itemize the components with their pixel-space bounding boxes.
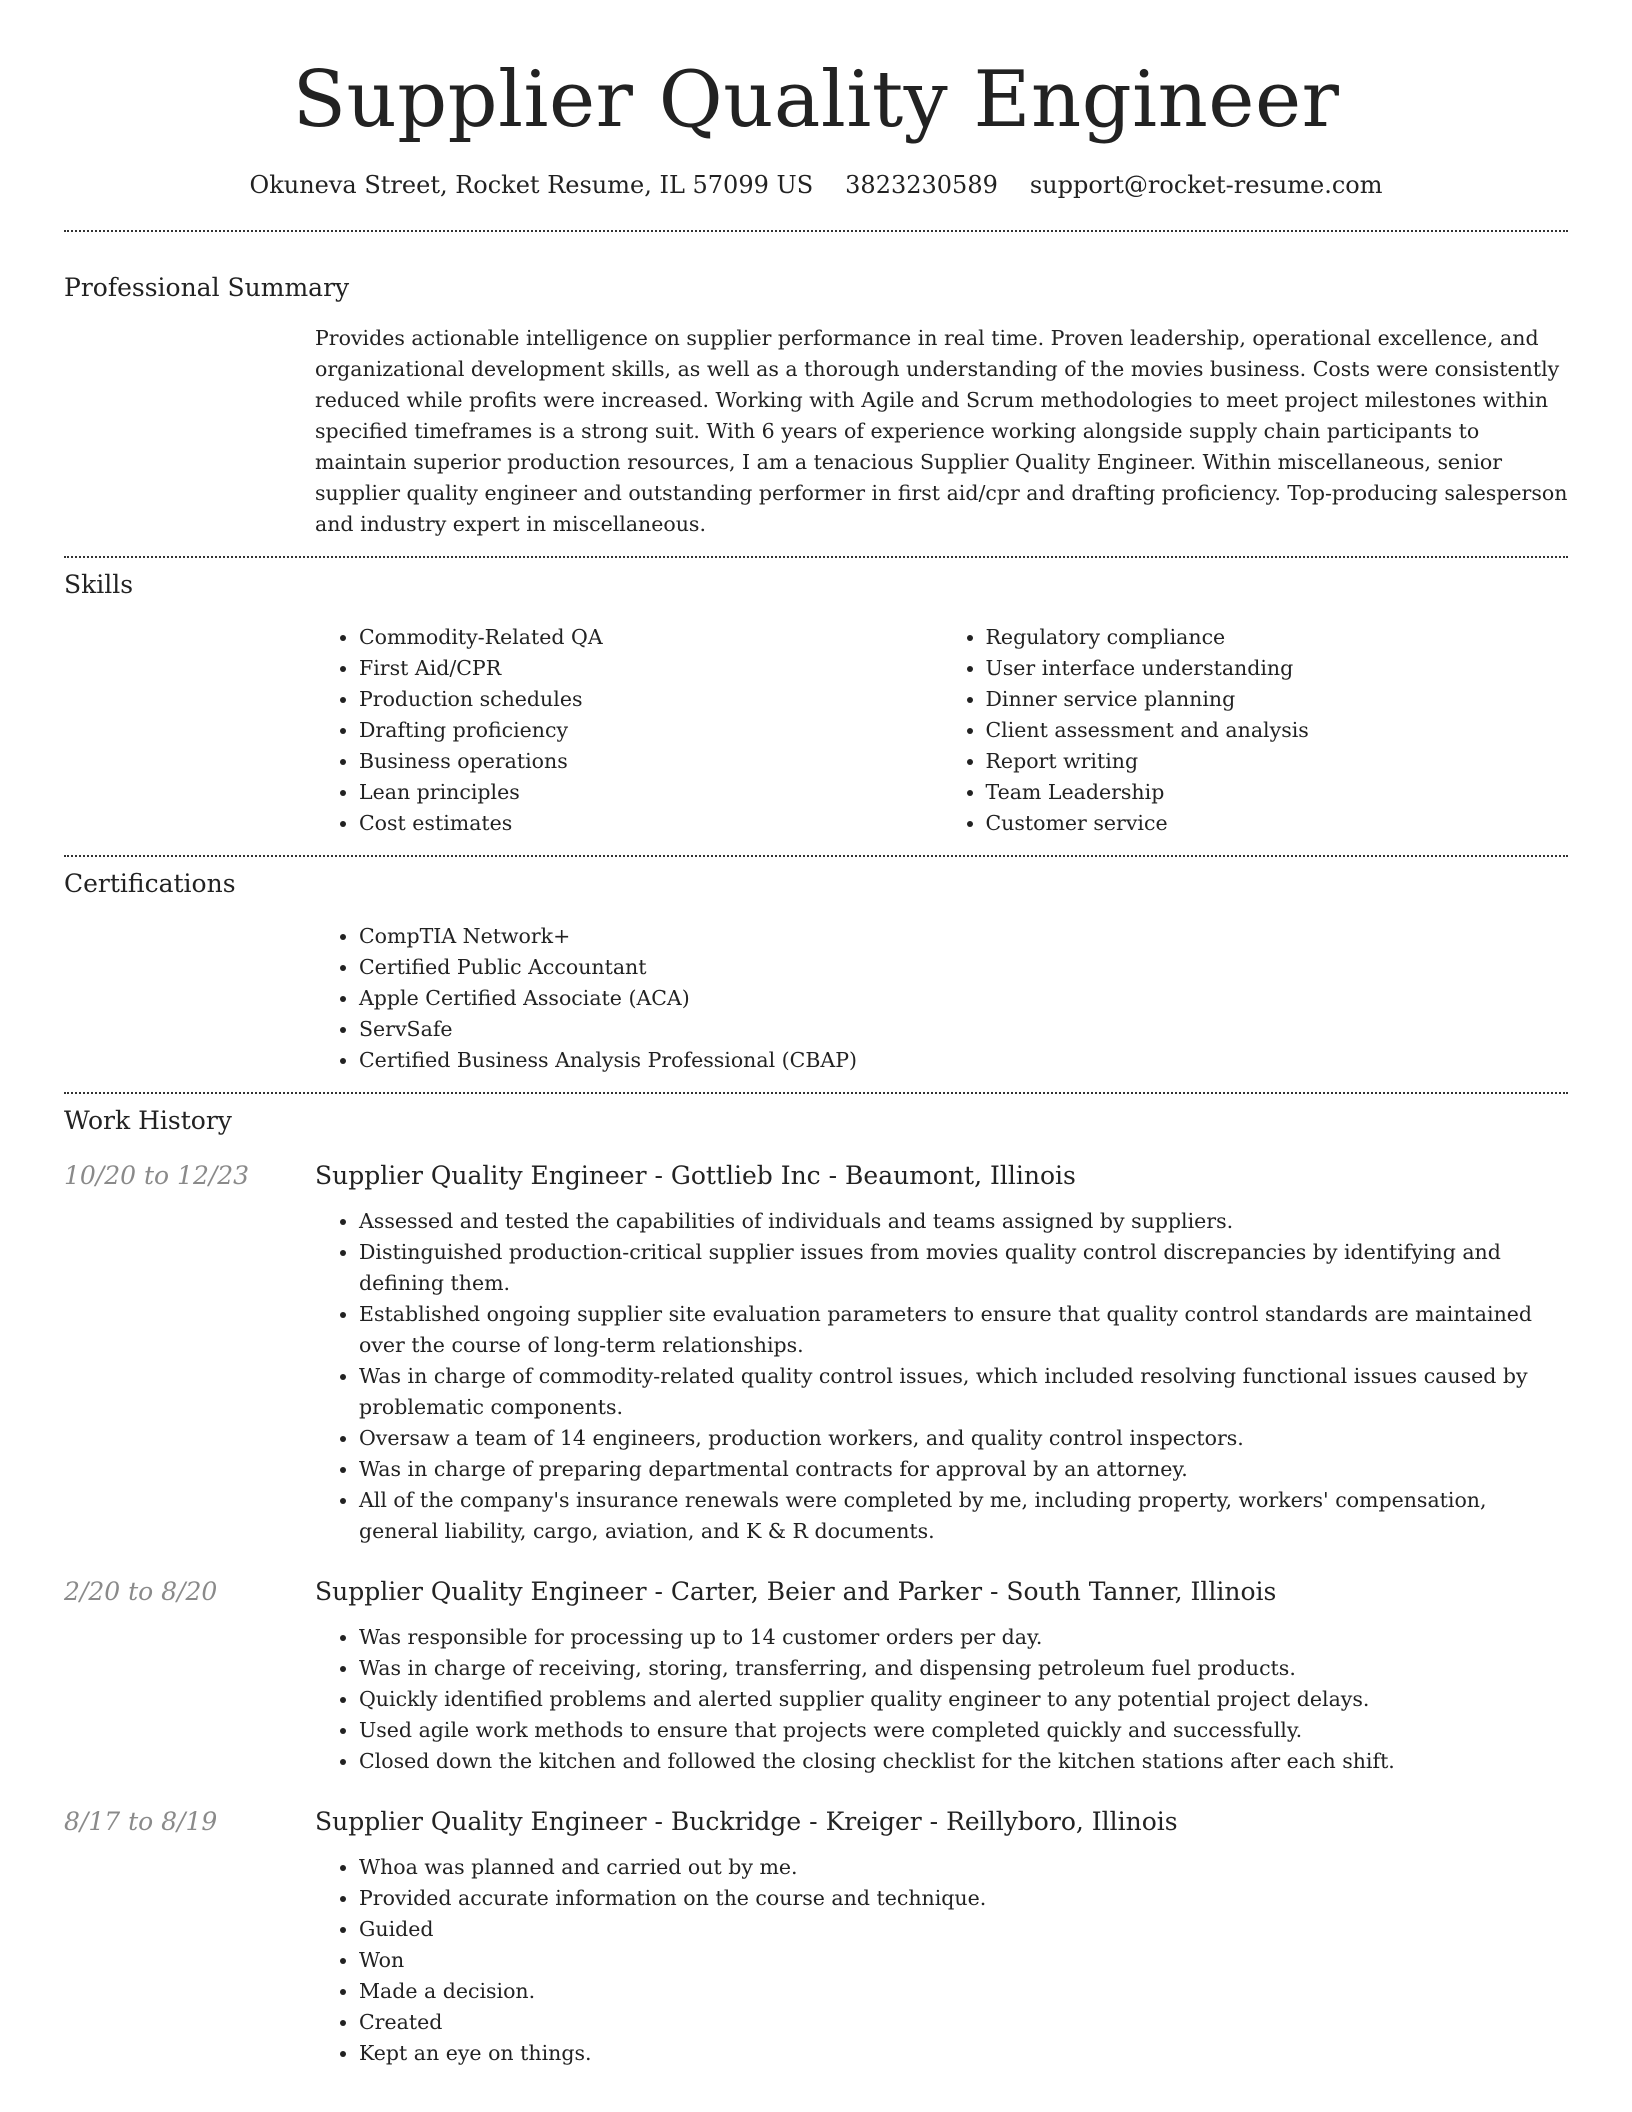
job-bullet: • Created: [359, 2007, 1568, 2038]
job-body: [315, 1206, 1568, 1547]
skill-item: • Lean principles: [359, 777, 942, 808]
job-bullets: [315, 1206, 1568, 1547]
job-bullet: • Kept an eye on things.: [359, 2038, 1568, 2069]
certification-item: • CompTIA Network+: [359, 921, 1568, 952]
job-title: Supplier Quality Engineer - Buckridge - Kreiger - Reillyboro, Illinois: [315, 1807, 1178, 1836]
job-bullet: • Whoa was planned and carried out by me.: [359, 1852, 1568, 1883]
job-bullet: • Closed down the kitchen and followed the closing checklist for the kitchen stations after each shift.: [359, 1746, 1568, 1777]
skill-item: • Dinner service planning: [986, 684, 1569, 715]
summary-heading: Professional Summary: [64, 273, 350, 302]
job-dates: 8/17 to 8/19: [64, 1807, 218, 1836]
header-divider: [64, 230, 1568, 232]
job-bullet: • Distinguished production-critical supplier issues from movies quality control discrepancies by identifying and defining them.: [359, 1237, 1568, 1299]
certification-item: • ServSafe: [359, 1014, 1568, 1045]
skill-item: • Drafting proficiency: [359, 715, 942, 746]
job-header: [64, 1159, 1568, 1193]
job-bullet: • Was in charge of commodity-related quality control issues, which included resolving functional issues caused by problematic components.: [359, 1361, 1568, 1423]
certification-item: • Certified Business Analysis Professional (CBAP): [359, 1045, 1568, 1076]
job-header: [64, 1575, 1568, 1609]
job-bullet: • Established ongoing supplier site evaluation parameters to ensure that quality control standards are maintained over the course of long-term relationships.: [359, 1299, 1568, 1361]
skill-item: • User interface understanding: [986, 653, 1569, 684]
skill-item: • Commodity-Related QA: [359, 622, 942, 653]
job-bullet: • Oversaw a team of 14 engineers, production workers, and quality control inspectors.: [359, 1423, 1568, 1454]
job-bullet: • Made a decision.: [359, 1976, 1568, 2007]
job-bullet: • Assessed and tested the capabilities of individuals and teams assigned by suppliers.: [359, 1206, 1568, 1237]
skills-columns: [315, 622, 1568, 839]
contact-email: support@rocket-resume.com: [1029, 171, 1383, 199]
job-bullets: [315, 1852, 1568, 2069]
skill-item: • Report writing: [986, 746, 1569, 777]
resume-name: Supplier Quality Engineer: [292, 55, 1340, 145]
job-bullet: • All of the company's insurance renewals were completed by me, including property, workers' compensation, general liability, cargo, aviation, and K & R documents.: [359, 1485, 1568, 1547]
skill-item: • Business operations: [359, 746, 942, 777]
skill-item: • Customer service: [986, 808, 1569, 839]
skill-item: • Regulatory compliance: [986, 622, 1569, 653]
skills-list-right: [942, 622, 1569, 839]
summary-text: Provides actionable intelligence on supplier performance in real time. Proven leadership, operational excellence, and organizational development skills, as well as a thorough understanding of the movies business. Costs were consistently reduced while profits were increased. Working with Agile and Scrum methodologies to meet project milestones within specified timeframes is a strong suit. With 6 years of experience working alongside supply chain participants to maintain superior production resources, I am a tenacious Supplier Quality Engineer. Within miscellaneous, senior supplier quality engineer and outstanding performer in first aid/cpr and drafting proficiency. Top-producing salesperson and industry expert in miscellaneous.: [315, 326, 1568, 536]
job-dates: 10/20 to 12/23: [64, 1161, 250, 1190]
job-bullet: • Won: [359, 1945, 1568, 1976]
job-bullet: • Quickly identified problems and alerted supplier quality engineer to any potential project delays.: [359, 1684, 1568, 1715]
job-title: Supplier Quality Engineer - Carter, Beier and Parker - South Tanner, Illinois: [315, 1577, 1277, 1606]
job-entry: [64, 1159, 1568, 1547]
job-bullet: • Was in charge of receiving, storing, transferring, and dispensing petroleum fuel products.: [359, 1653, 1568, 1684]
job-bullet: • Used agile work methods to ensure that projects were completed quickly and successfully.: [359, 1715, 1568, 1746]
certification-item: • Certified Public Accountant: [359, 952, 1568, 983]
skills-heading: Skills: [64, 570, 134, 599]
summary-body: [315, 323, 1568, 540]
skill-item: • Production schedules: [359, 684, 942, 715]
certifications-divider: [64, 1092, 1568, 1094]
job-bullet: • Was responsible for processing up to 14 customer orders per day.: [359, 1622, 1568, 1653]
skills-list-left: [315, 622, 942, 839]
job-bullet: • Provided accurate information on the course and technique.: [359, 1883, 1568, 1914]
contact-phone: 3823230589: [845, 171, 998, 199]
job-title: Supplier Quality Engineer - Gottlieb Inc - Beaumont, Illinois: [315, 1161, 1076, 1190]
certification-item: • Apple Certified Associate (ACA): [359, 983, 1568, 1014]
skill-item: • Cost estimates: [359, 808, 942, 839]
contact-line: [64, 168, 1568, 202]
job-bullets: [315, 1622, 1568, 1777]
skill-item: • First Aid/CPR: [359, 653, 942, 684]
job-dates: 2/20 to 8/20: [64, 1577, 218, 1606]
summary-divider: [64, 556, 1568, 558]
skill-item: • Client assessment and analysis: [986, 715, 1569, 746]
job-bullet: • Was in charge of preparing departmental contracts for approval by an attorney.: [359, 1454, 1568, 1485]
skill-item: • Team Leadership: [986, 777, 1569, 808]
certifications-body: [315, 921, 1568, 1076]
job-body: [315, 1622, 1568, 1777]
skills-divider: [64, 855, 1568, 857]
job-header: [64, 1805, 1568, 1839]
certifications-heading: Certifications: [64, 869, 236, 898]
work-history-heading: Work History: [64, 1106, 232, 1135]
job-entry: [64, 1575, 1568, 1777]
job-bullet: • Guided: [359, 1914, 1568, 1945]
certifications-list: [315, 921, 1568, 1076]
job-body: [315, 1852, 1568, 2069]
contact-address: Okuneva Street, Rocket Resume, IL 57099 US: [249, 171, 814, 199]
resume-page: [64, 0, 1568, 2069]
job-entry: [64, 1805, 1568, 2069]
